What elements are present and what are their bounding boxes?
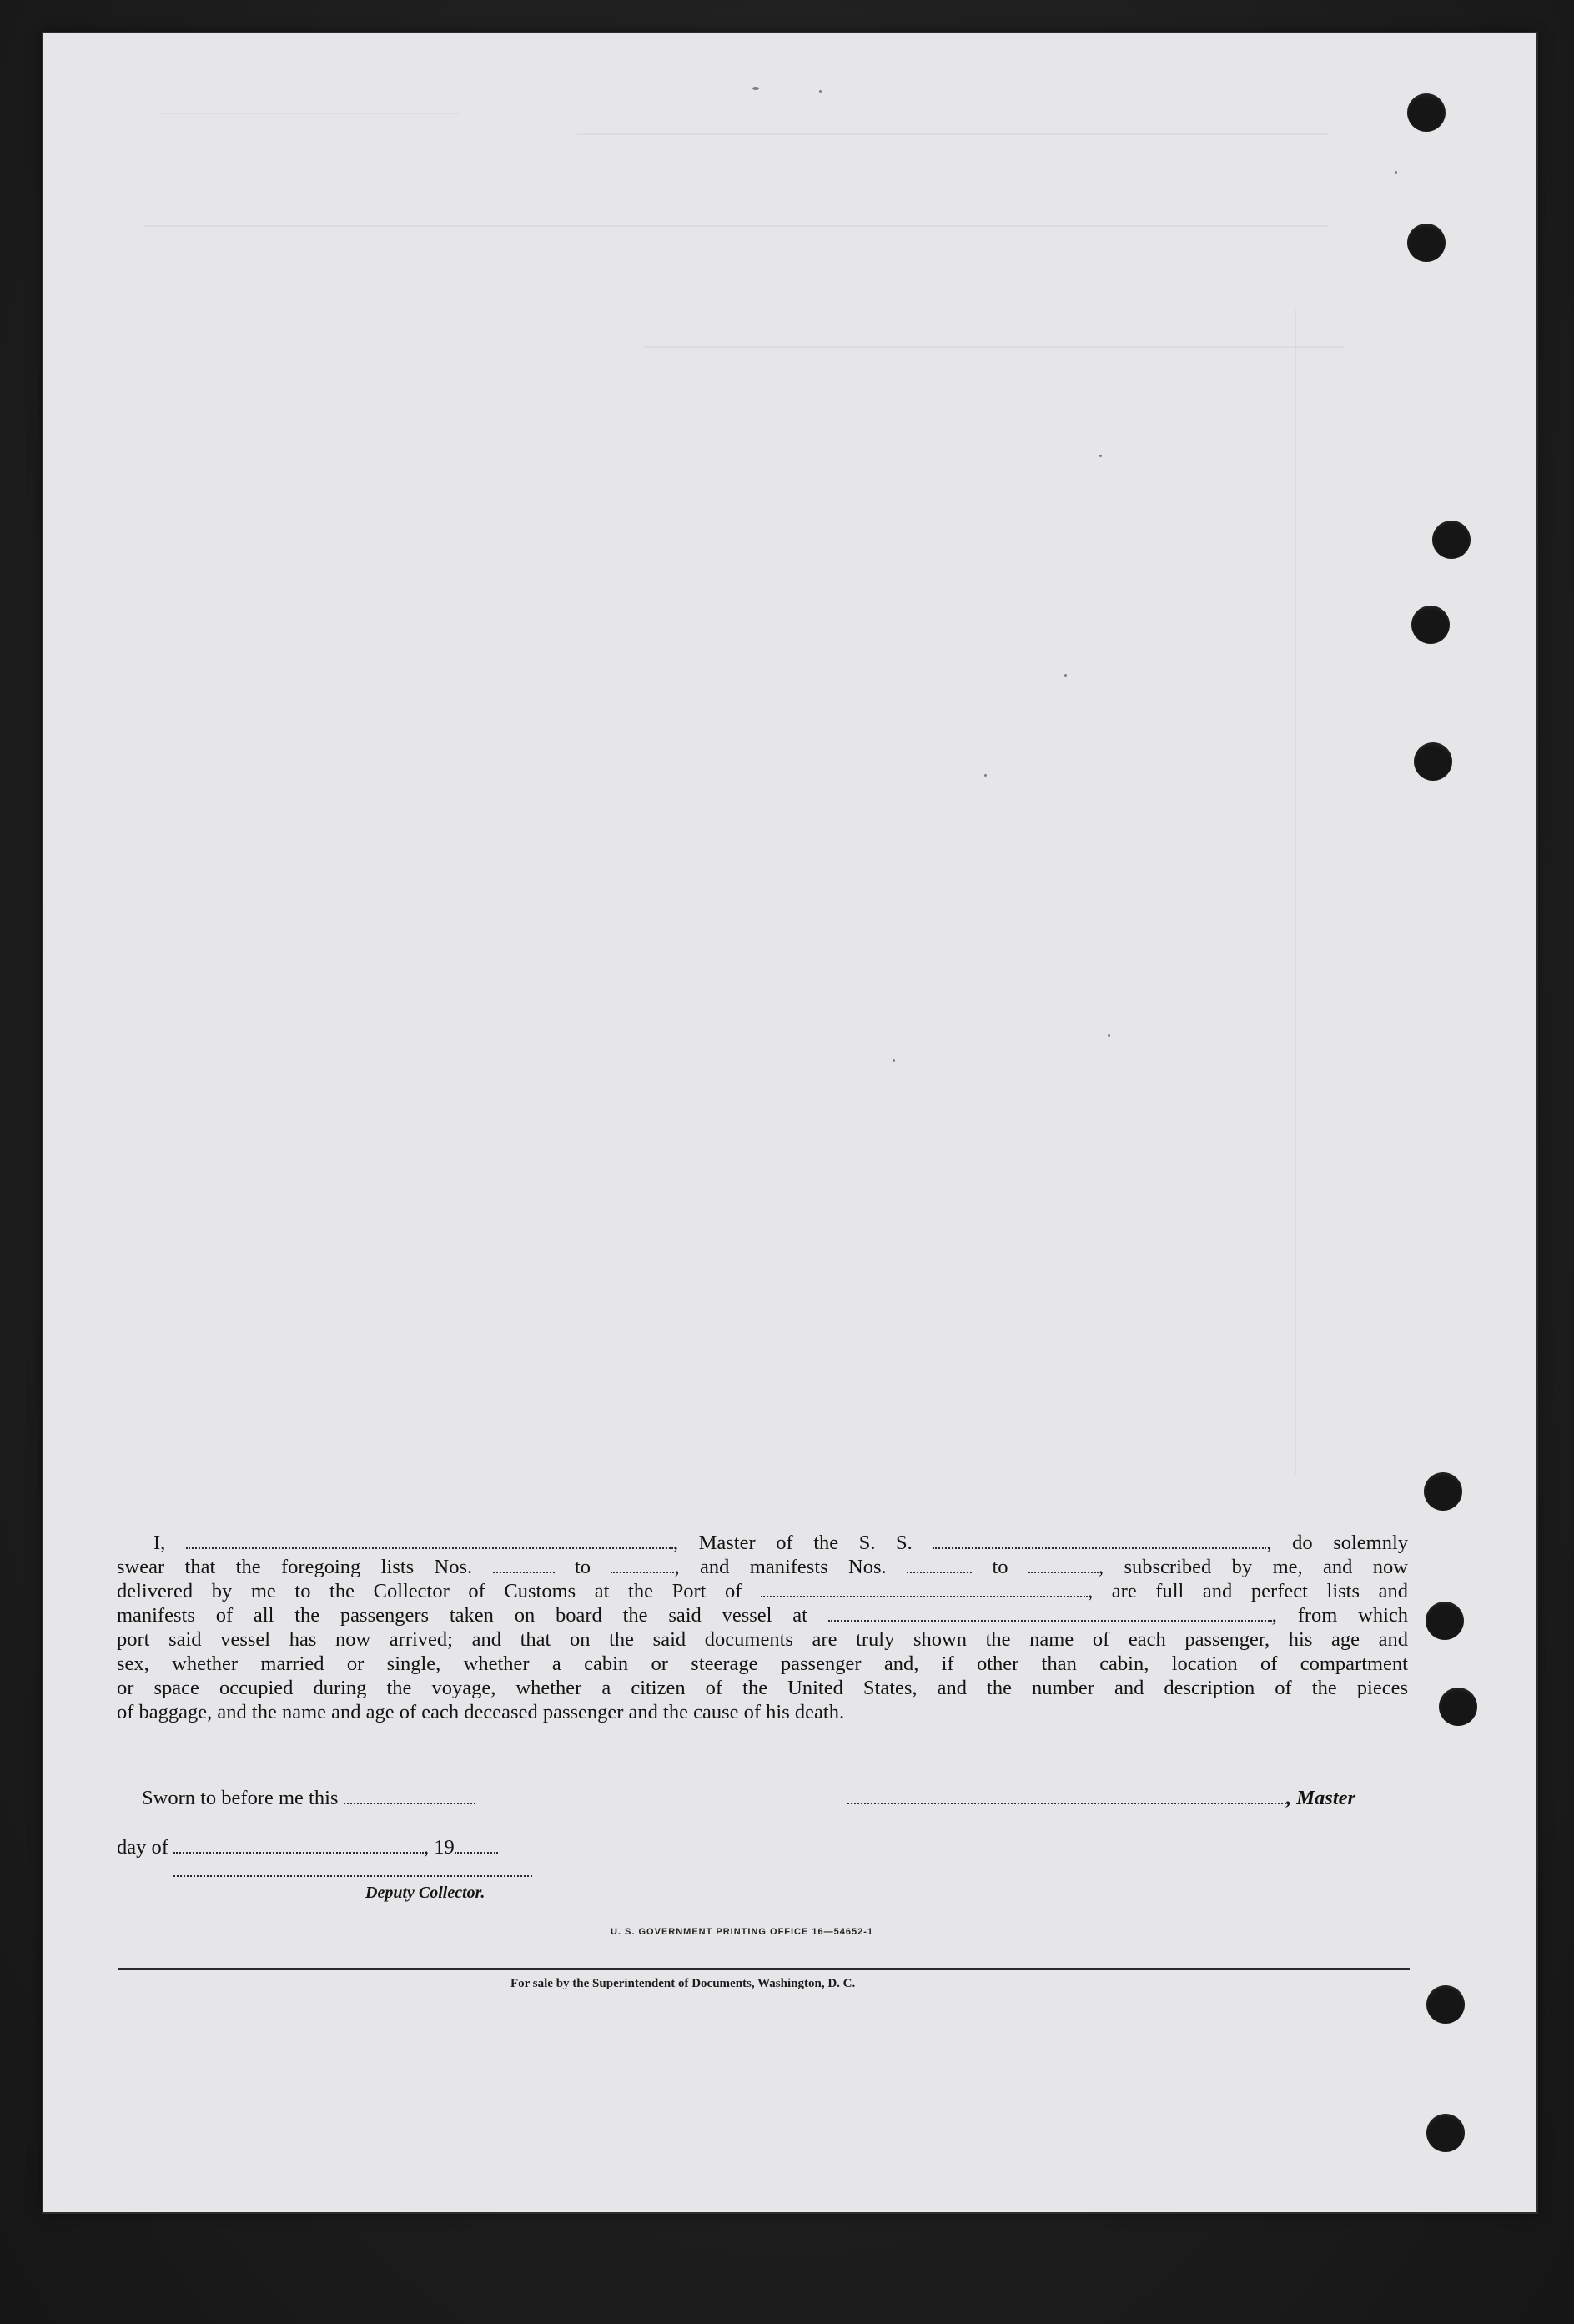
master-oath-paragraph [117, 1531, 1408, 1724]
month-blank [173, 1837, 424, 1854]
bleed-through-line [644, 346, 1345, 348]
port-blank [761, 1581, 1088, 1597]
boarding-port-blank [828, 1605, 1272, 1622]
oath-text: I, [153, 1532, 166, 1554]
bleed-through-line [1295, 309, 1296, 1476]
oath-line: port said vessel has now arrived; and that on the said documents are truly shown the name of each passenger, his age and [117, 1628, 1408, 1651]
year-prefix: , 19 [424, 1836, 455, 1859]
punch-hole [1424, 1472, 1462, 1511]
year-blank [455, 1837, 498, 1854]
punch-hole [1426, 2114, 1465, 2152]
punch-hole [1432, 521, 1471, 559]
oath-line [117, 1531, 1408, 1555]
lists-from-blank [493, 1557, 555, 1573]
master-label: , Master [1286, 1787, 1356, 1809]
lists-to-blank [611, 1557, 674, 1573]
manifests-to-blank [1028, 1557, 1099, 1573]
footer-rule [118, 1968, 1410, 1970]
oath-text: swear that the foregoing lists Nos. [117, 1556, 473, 1578]
for-sale-notice: For sale by the Superintendent of Documents, Washington, D. C. [510, 1977, 856, 1990]
deputy-collector-label: Deputy Collector. [365, 1884, 485, 1902]
printing-office-imprint: U. S. GOVERNMENT PRINTING OFFICE 16—54652-1 [611, 1927, 874, 1937]
master-signature [847, 1787, 1355, 1810]
punch-hole [1426, 1602, 1464, 1640]
oath-text: , are full and perfect lists and [1088, 1580, 1408, 1602]
speck [1108, 1034, 1110, 1037]
oath-text: to [992, 1556, 1008, 1578]
punch-hole [1426, 1985, 1465, 2024]
speck [1064, 674, 1067, 677]
punch-hole [1439, 1688, 1477, 1726]
speck [1395, 171, 1397, 174]
bleed-through-line [577, 133, 1328, 135]
punch-hole [1407, 224, 1446, 262]
speck [984, 774, 987, 777]
sworn-text: Sworn to before me this [142, 1787, 339, 1809]
oath-line: or space occupied during the voyage, whether a citizen of the United States, and the number and description of the pieces [117, 1677, 1408, 1699]
oath-text: to [574, 1556, 591, 1578]
speck [893, 1059, 895, 1062]
punch-hole [1407, 93, 1446, 132]
oath-line [117, 1603, 1408, 1627]
day-of-text: day of [117, 1836, 168, 1859]
master-signature-blank [847, 1788, 1286, 1804]
deputy-signature-blank [173, 1875, 532, 1877]
speck [819, 90, 822, 93]
sworn-row [142, 1787, 475, 1810]
day-row [117, 1836, 498, 1859]
speck [1099, 455, 1102, 457]
document-page [43, 33, 1536, 2212]
oath-line [117, 1555, 1408, 1579]
oath-text: , do solemnly [1266, 1532, 1409, 1554]
oath-line: sex, whether married or single, whether a cabin or steerage passenger and, if other than cabin, location of compartment [117, 1652, 1408, 1675]
oath-text: , and manifests Nos. [674, 1556, 887, 1578]
oath-text: , from which [1271, 1604, 1409, 1627]
oath-text: , Master of the S. S. [672, 1532, 913, 1554]
oath-line [117, 1579, 1408, 1603]
punch-hole [1414, 742, 1452, 781]
sworn-date-blank [344, 1788, 475, 1804]
speck [752, 87, 759, 90]
vessel-name-blank [933, 1532, 1266, 1549]
oath-text: delivered by me to the Collector of Customs at the Port of [117, 1580, 742, 1602]
master-name-blank [186, 1532, 673, 1549]
oath-text: manifests of all the passengers taken on board the said vessel at [117, 1604, 807, 1627]
bleed-through-line [143, 225, 1328, 227]
punch-hole [1411, 606, 1450, 644]
oath-line: of baggage, and the name and age of each deceased passenger and the cause of his death. [117, 1701, 845, 1723]
manifests-from-blank [907, 1557, 972, 1573]
bleed-through-line [160, 113, 460, 114]
oath-text: , subscribed by me, and now [1098, 1556, 1409, 1578]
